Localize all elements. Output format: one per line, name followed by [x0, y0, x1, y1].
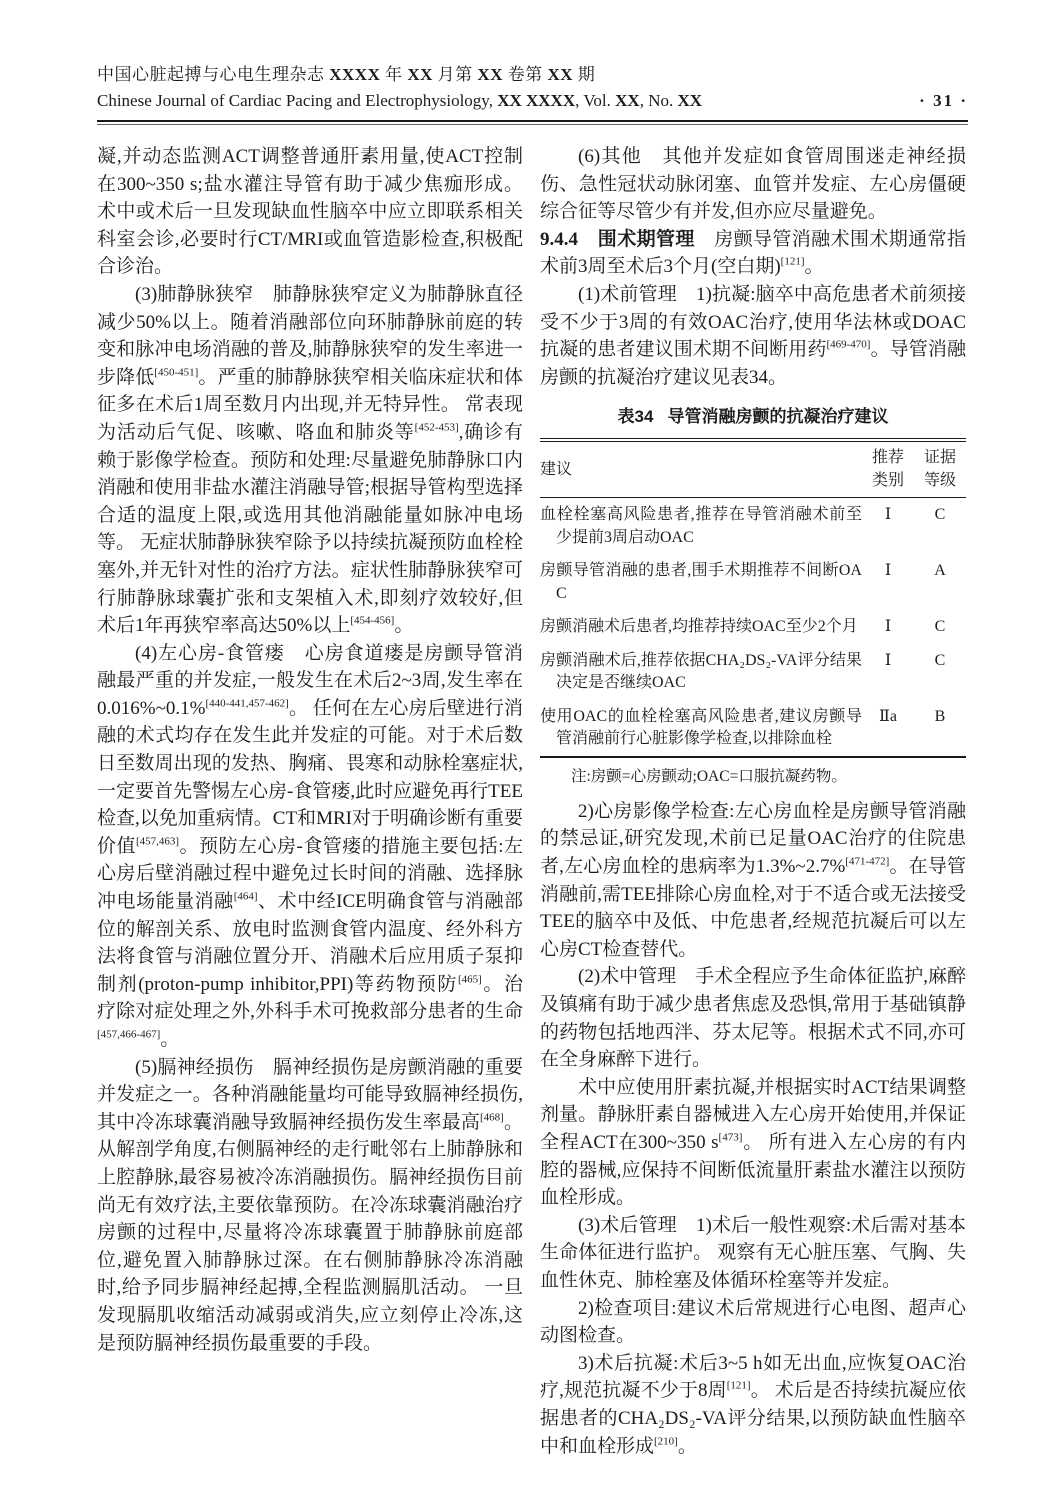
journal-title-en: Chinese Journal of Cardiac Pacing and Electrophysiology, XX XXXX, Vol. XX, No. XX: [97, 91, 703, 110]
bold-text: XX: [615, 91, 640, 110]
citation-ref: [440-441,457-462]: [205, 697, 289, 710]
bold-text: XX XXXX: [497, 91, 576, 110]
paragraph: (5)膈神经损伤 膈神经损伤是房颤消融的重要并发症之一。各种消融能量均可能导致膈神经损伤,其中冷冻球囊消融导致膈神经损伤发生率最高[468]。从解剖学角度,右侧膈神经的走行毗邻右上肺静脉和上腔静脉,最容易被冷冻消融损伤。膈神经损伤目前尚无有效疗法,主要依靠预防。在冷冻球囊消融治疗房颤的过程中,尽量将冷冻球囊置于肺静脉前庭部位,避免置入肺静脉过深。在右侧肺静脉冷冻消融时,给予同步膈神经起搏,全程监测膈肌活动。 一旦发现膈肌收缩活动减弱或消失,应立刻停止冷冻,这是预防膈神经损伤最重要的手段。: [97, 1056, 523, 1354]
recommendation-cell: 使用OAC的血栓栓塞高风险患者,建议房颤导管消融前行心脏影像学检查,以排除血栓: [540, 707, 862, 748]
bold-text: XX: [407, 65, 433, 84]
bold-text: XX: [477, 65, 503, 84]
class-cell: Ⅱa: [879, 707, 897, 725]
paragraph: (1)术前管理 1)抗凝:脑卒中高危患者术前须接受不少于3周的有效OAC治疗,使用华法林或DOAC抗凝的患者建议围术期不间断用药[469-470]。导管消融房颤的抗凝治疗建议见表34。: [540, 283, 966, 388]
table-note: 注:房颤=心房颤动;OAC=口服抗凝药物。: [571, 767, 847, 785]
paragraph: 凝,并动态监测ACT调整普通肝素用量,使ACT控制在300~350 s;盐水灌注导管有助于减少焦痂形成。 术中或术后一旦发现缺血性脑卒中应立即联系相关科室会诊,必要时行CT/MRI或血管造影检查,积极配合诊治。: [97, 146, 523, 278]
anticoagulation-table: [540, 438, 966, 758]
evidence-cell: C: [934, 651, 946, 669]
class-cell: Ⅰ: [884, 618, 892, 636]
right-column-bottom: [540, 798, 966, 1460]
recommendation-cell: 房颤消融术后,推荐依据CHA₂DS₂-VA评分结果决定是否继续OAC: [540, 651, 862, 692]
citation-ref: [121]: [726, 1379, 751, 1392]
right-column: [540, 143, 966, 1460]
citation-ref: [454-456]: [350, 614, 395, 627]
citation-ref: [210]: [654, 1435, 678, 1448]
bold-text: XX: [547, 65, 574, 84]
evidence-cell: C: [934, 618, 946, 636]
citation-ref: [473]: [718, 1131, 743, 1144]
citation-ref: [464]: [233, 890, 258, 903]
page-header: [97, 62, 968, 125]
class-cell: Ⅰ: [884, 506, 892, 524]
column-header-recommendation: 建议: [540, 460, 573, 478]
citation-ref: [468]: [480, 1111, 504, 1124]
table-row: [540, 700, 966, 757]
paragraph: 2)检查项目:建议术后常规进行心电图、超声心动图检查。: [540, 1297, 966, 1347]
journal-title-cn: 中国心脏起搏与心电生理杂志 XXXX 年 XX 月第 XX 卷第 XX 期: [97, 65, 596, 84]
citation-ref: [465]: [457, 973, 482, 986]
bold-text: XX: [677, 91, 703, 110]
paragraph: (4)左心房-食管瘘 心房食道瘘是房颤导管消融最严重的并发症,一般发生在术后2~3周,发生率在0.016%~0.1%[440-441,457-462]。 任何在左心房后壁进行消融的术式均存在发生此并发症的可能。对于术后数日至数周出现的发热、胸痛、畏寒和动脉栓塞症状,一定要首先警惕左心房-食管瘘,此时应避免再行TEE检查,以免加重病情。CT和MRI对于明确诊断有重要价值[457,463]。预防左心房-食管瘘的措施主要包括:左心房后壁消融过程中避免过长时间的消融、选择脉冲电场能量消融[464]、术中经ICE明确食管与消融部位的解剖关系、放电时监测食管内温度、经外科方法将食管与消融位置分开、消融术后应用质子泵抑制剂(proton-pump inhibitor,PPI)等药物预防[465]。治疗除对症处理之外,外科手术可挽救部分患者的生命[457,466-467]。: [97, 642, 523, 1050]
citation-ref: [471-472]: [845, 855, 890, 868]
bold-text: 围术期管理: [597, 228, 695, 250]
evidence-cell: A: [934, 562, 946, 580]
citation-ref: [457,463]: [135, 835, 180, 848]
paragraph: 2)心房影像学检查:左心房血栓是房颤导管消融的禁忌证,研究发现,术前已足量OAC治疗的住院患者,左心房血栓的患病率为1.3%~2.7%[471-472]。在导管消融前,需TEE排除心房血栓,对于不适合或无法接受TEE的脑卒中及低、中危患者,经规范抗凝后可以左心房CT检查替代。: [540, 800, 966, 960]
table-header-row: [540, 440, 966, 498]
table-caption-label: 表34: [617, 407, 654, 427]
left-column: [97, 143, 523, 1460]
header-rule: [97, 120, 968, 125]
paragraph: 9.4.4 围术期管理 房颤导管消融术围术期通常指术前3周至术后3个月(空白期)[121]。: [540, 228, 966, 278]
table-row: [540, 644, 966, 700]
class-cell: Ⅰ: [884, 562, 892, 580]
table-34: [540, 405, 966, 788]
column-header-class: 推荐 类别: [871, 449, 904, 489]
column-header-evidence: 证据 等级: [923, 449, 956, 489]
evidence-cell: B: [934, 707, 946, 725]
citation-ref: [121]: [780, 256, 805, 269]
paragraph: (3)术后管理 1)术后一般性观察:术后需对基本生命体征进行监护。 观察有无心脏压塞、气胸、失血性休克、肺栓塞及体循环栓塞等并发症。: [540, 1214, 966, 1291]
table-row: [540, 610, 966, 644]
citation-ref: [450-451]: [154, 366, 199, 379]
paragraph: (2)术中管理 手术全程应予生命体征监护,麻醉及镇痛有助于减少患者焦虑及恐惧,常用于基础镇静的药物包括地西泮、芬太尼等。根据术式不同,亦可在全身麻醉下进行。: [540, 966, 966, 1071]
paragraph: 术中应使用肝素抗凝,并根据实时ACT结果调整剂量。静脉肝素自器械进入左心房开始使用,并保证全程ACT在300~350 s[473]。 所有进入左心房的有内腔的器械,应保持不间断低流量肝素盐水灌注以预防血栓形成。: [540, 1076, 966, 1209]
class-cell: Ⅰ: [884, 651, 892, 669]
bold-text: 9.4.4: [540, 228, 578, 250]
recommendation-cell: 血栓栓塞高风险患者,推荐在导管消融术前至少提前3周启动OAC: [540, 506, 862, 546]
recommendation-cell: 房颤导管消融的患者,围手术期推荐不间断OAC: [540, 562, 862, 602]
paragraph: (6)其他 其他并发症如食管周围迷走神经损伤、急性冠状动脉闭塞、血管并发症、左心房僵硬综合征等尽管少有并发,但亦应尽量避免。: [540, 146, 966, 223]
bold-text: XXXX: [329, 65, 381, 84]
paragraph: 3)术后抗凝:术后3~5 h如无出血,应恢复OAC治疗,规范抗凝不少于8周[121]。 术后是否持续抗凝应依据患者的CHA₂DS₂-VA评分结果,以预防缺血性脑卒中和血栓形成[210]。: [540, 1352, 966, 1457]
right-column-top: [540, 143, 966, 391]
article-body: [97, 143, 968, 1460]
citation-ref: [457,466-467]: [97, 1028, 161, 1041]
recommendation-cell: 房颤消融术后患者,均推荐持续OAC至少2个月: [540, 618, 858, 636]
citation-ref: [469-470]: [826, 338, 871, 351]
citation-ref: [452-453]: [414, 421, 459, 434]
evidence-cell: C: [934, 506, 946, 524]
table-caption-title: 导管消融房颤的抗凝治疗建议: [667, 407, 889, 427]
table-row: [540, 498, 966, 555]
table-caption: [540, 405, 966, 429]
table-row: [540, 554, 966, 610]
paragraph: (3)肺静脉狭窄 肺静脉狭窄定义为肺静脉直径减少50%以上。随着消融部位向环肺静脉前庭的转变和脉冲电场消融的普及,肺静脉狭窄的发生率进一步降低[450-451]。严重的肺静脉狭窄相关临床症状和体征多在术后1周至数月内出现,并无特异性。 常表现为活动后气促、咳嗽、咯血和肺炎等[452-453],确诊有赖于影像学检查。预防和处理:尽量避免肺静脉口内消融和使用非盐水灌注消融导管;根据导管构型选择合适的温度上限,或选用其他消融能量如脉冲电场等。 无症状肺静脉狭窄除予以持续抗凝预防血栓栓塞外,并无针对性的治疗方法。症状性肺静脉狭窄可行肺静脉球囊扩张和支架植入术,即刻疗效较好,但术后1年再狭窄率高达50%以上[454-456]。: [97, 283, 523, 637]
page-number: · 31 ·: [919, 91, 968, 110]
